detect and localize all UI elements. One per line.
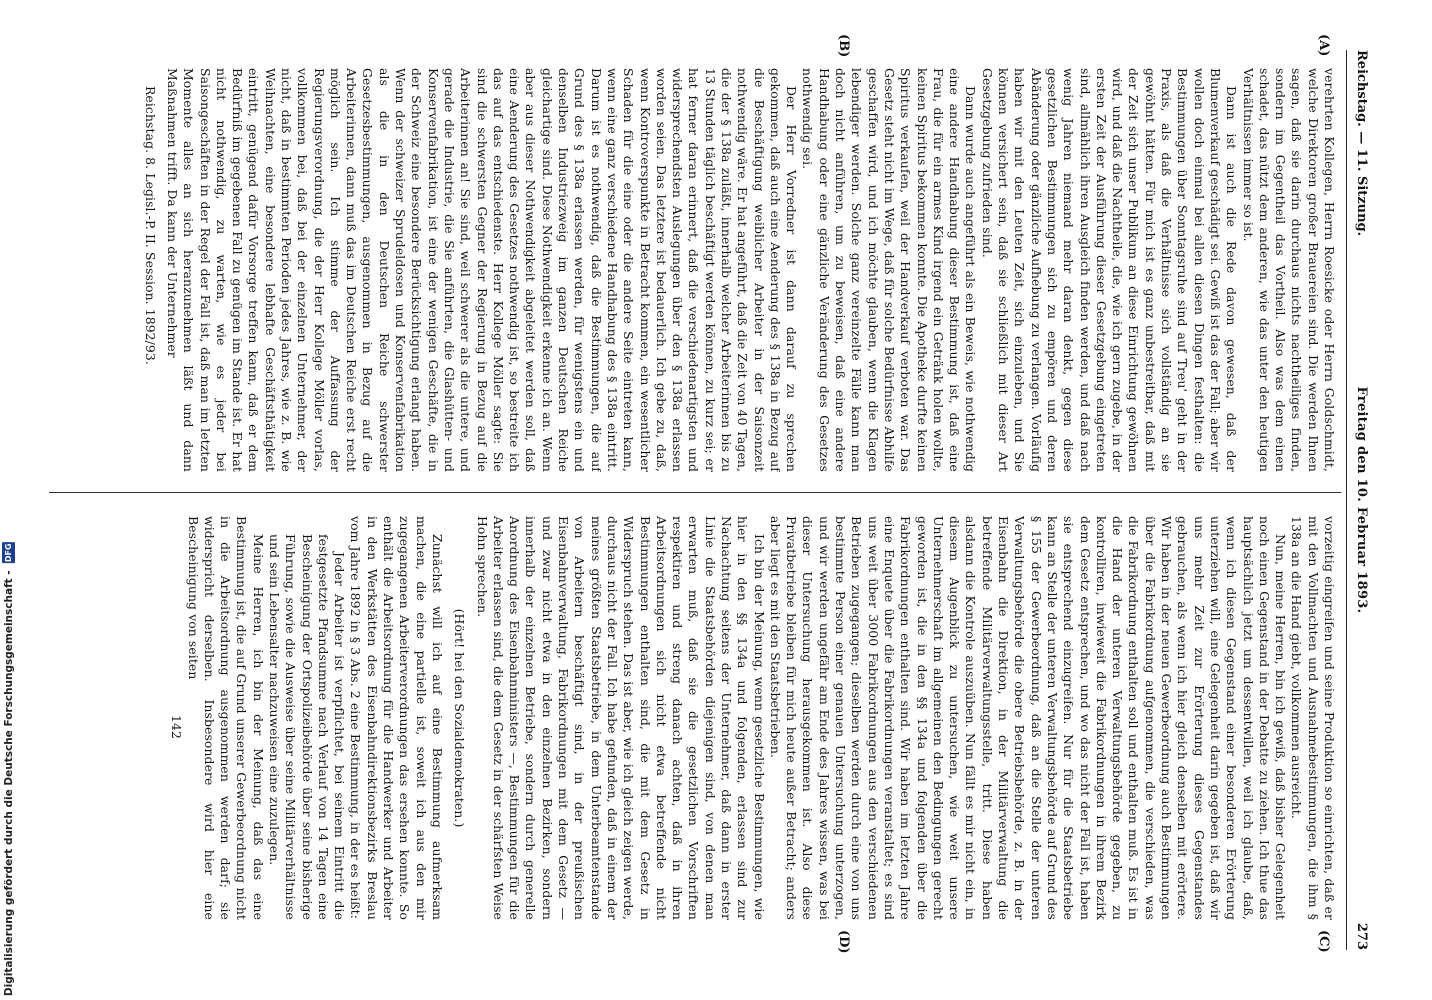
interjection: (Hört! hei den Sozialdemokraten.) xyxy=(452,608,468,828)
paragraph: Nun, meine Herren, bin ich gewiß, daß bisher Gelegenheit noch einen Gegenstand in der Debatte zu ziehen. Ich thue das hauptsächlich jetzt um dessentwillen, weil ich glaube, daß, wenn ich diesen Gegenstand einer besonderen Erörterung unterziehen will, eine Gelegenheit darin gegeben ist, daß wir uns mehr Zeit zur Erörterung dieses Gegenstandes gebrauchen, als wenn ich hier gleich denselben mit erörtere. Wir haben in der neuen Gewerbeordnung auch Bestimmungen über die Fabrikordnung aufgenommen, die verschieden, was die Fabrikordnung enthalten soll und enthalten muß. Es ist in die Hand der unteren Verwaltungsbehörde gegeben, zu kontrolliren, inwieweit die Fabrikordnungen in ihrem Bezirk dem Gesetz entsprechen, und wo das nicht der Fall ist, haben sie entsprechend einzugreifen. Nur für die Staatsbetriebe kann an Stelle der unteren Verwaltungsbehörde auf Grund des § 155 der Gewerbeordnung, daß an die Stelle der unteren Verwaltungsbehörde die obere Betriebsbehörde, z. B. in der Eisenbahn die Direktion, in der Militärverwaltung die betreffende Militärverwaltungsstelle, tritt. Diese haben alsdann die Kontrole auszuüben. Nun fällt es mir nicht ein, in diesem Augenblick zu untersuchen, wie weit unsere Unternehmerschaft im allgemeinen den Bedingungen gerecht geworden ist, die in den §§ 134a und folgenden über die Fabrikordnungen enthalten sind. Wir haben im letzten Jahre eine Enquete über die Fabrikordnungen veranstaltet; es sind uns weit über 3000 Fabrikordnungen aus den verschiedenen Betrieben zugegangen; dieselben werden durch eine von uns bestimmte Person einer genauen Untersuchung unterzogen, und wir werden ungefähr am Ende des Jahres wissen, was bei dieser Untersuchung herausgekommen ist. Also diese Privatbetriebe bleiben für mich heute außer Betracht; anders aber liegt es mit den Staatsbetrieben. xyxy=(767,516,1289,920)
header-left: Reichstag. — 11. Sitzung. xyxy=(1354,50,1369,237)
paragraph: Ich bin der Meinung, wenn gesetzliche Bestimmungen, wie hier in den §§ 134a und folgenden, erlassen sind zur Nachachtung seitens der Unternehmer, daß dann in erster Linie die Staatsbehörden diejenigen sind, von denen man erwarten muß, daß sie die gesetzlichen Vorschriften respektiren und streng danach achten, daß in ihren Arbeitsordnungen sich nicht etwa betreffende nicht Bestimmungen enthalten sind, die mit dem Gesetz in Widerspruch stehen. Das ist aber, wie ich gleich zeigen werde, durchaus nicht der Fall. Ich habe gefunden, daß in einem der meines größten Staatsbetriebe, in dem Unterbeamtenstande von Arbeitern beschäftigt sind, in der preußischen Eisenbahnverwaltung, Fabrikordnungen mit dem Gesetz — und zwar nicht etwa in den einzelnen Bezirken, sondern innerhalb der einzelnen Betriebe, sondern durch generelle Anordnung des Eisenbahnministers —, Bestimmungen für die Arbeiter erlassen sind, die dem Gesetz in der schärfsten Weise Hohn sprechen. xyxy=(474,516,767,920)
paragraph: Meine Herren, ich bin der Meinung, daß das eine Bestimmung ist, die auf Grund unserer Gewerbeordnung nicht in die Arbeitsordnung ausgenommen werden darf; sie widerspricht derselben. Insbesondere wird hier eine Bescheinigung von seiten xyxy=(185,516,266,920)
margin-marker-b: (B) xyxy=(836,34,851,58)
header-page-number: 273 xyxy=(1354,922,1369,950)
margin-marker-c: (C) xyxy=(1316,930,1331,953)
column-divider xyxy=(49,492,1341,493)
paragraph: verehrten Kollegen, Herrn Roesicke oder Herrn Goldschmidt, welche Direktoren großer Brauereien sind. Die werden Ihnen sagen, daß sie darin durchaus nichts nachtheiliges finden, sondern im Gegentheil das Vortheil. Also was dem einen schadet, das nützt dem anderen, wie das unter den heutigen Verhältnissen immer so ist. xyxy=(1240,68,1337,472)
quoted-regulation: Jeder Arbeiter ist verpflichtet, bei seinem Eintritt die festgesetzte Pfandsumme nach Verlauf von 14 Tagen eine Bescheinigung der Ortspolizeibehörde über seine bisherige Führung, sowie die Ausweise über seine Militärverhältnisse und sein Lebensalter nachzuweisen eine zuzulegen. xyxy=(267,534,348,920)
page-signature: 142 xyxy=(169,715,185,739)
margin-marker-a: (A) xyxy=(1316,34,1331,57)
paragraph: Der Herr Vorredner ist dann darauf zu sprechen gekommen, daß auch eine Aenderung des § 138a in Bezug auf die Beschäftigung weiblicher Arbeiter in der Saisonzeit nothwendig wäre. Er hat angeführt, daß die Zeit von 40 Tagen, die der § 138a zuläßt, innerhalb welcher Arbeiterinnen bis zu 13 Stunden täglich beschäftigt werden können, zu kurz sei; er hat ferner daran erinnert, daß die verschiedenartigsten und widersprechendsten Auslegungen über den § 138a erlassen worden seien. Das letztere ist bedauerlich. Ich gebe zu, daß, wenn Kontroverspunkte in Betracht kommen, ein wesentlicher Schaden für die eine oder die andere Seite eintreten kann, wenn eine ganz verschiedene Handhabung des § 138a eintritt. Darum ist es nothwendig, daß die Bestimmungen, die auf Grund des § 138a erlassen werden, für wenigstens ein und denselben Industriezweig im ganzen Deutschen Reiche gleichartige sind. Diese Nothwendigkeit erkenne ich an. Wenn aber aus dieser Nothwendigkeit abgeleitet werden soll, daß eine Aenderung des Gesetzes nothwendig ist, so bestreite ich das auf das entschiedenste. Herr Kollege Möller sagte: Sie sind die schwersten Gegner der Regierung in Bezug auf die Arbeiterinnen an! Sie sind, weil schwerer als die untere, und gerade die Industrie, die Sie anführten, die Glashütten- und Konservenfabrikation, ist eine der wenigen Geschäfte, die in der Schweiz eine besondere Berücksichtigung erlangt haben. Wenn der schweizer Sprudeldosen und Konservenfabrikation als die in den Deutschen Reiche schwerster Gesetzesbestimmungen, ausgenommen in Bezug auf die Arbeiterinnen, dann muß das im Deutschen Reiche erst recht möglich sein. Ich stimme der Auffassung der Regierungsverordnung, die der Herr Kollege Möller vorlas, vollkommen bei, daß bei der einzelnen Unternehmer, der nicht, daß in bestimmten Perioden jedes Jahres, wie z. B. wie Weihnachten, eine besondere lebhafte Geschäftsthätigkeit eintritt, genügend dafür Vorsorge treffen kann, daß er dem Bedürfniß im gegebenen Fall zu genügen im Stande ist. Er hat nicht nothwendig, zu warten, wie es jeder bei Saisongeschäften in der Regel der Fall ist, daß man im letzten Momente alles an sich heranzunehmen läßt und dann Maßnahmen trifft. Da kann der Unternehmer xyxy=(164,68,800,472)
digitization-credit-bar xyxy=(0,0,18,1000)
footer-session-info: Reichstag. 8. Legisl.-P. II. Session. 1892/93. xyxy=(142,86,158,365)
paragraph: Zunächst will ich auf eine Bestimmung aufmerksam machen, die eine partielle ist, soweit ich aus den mir zugegangenen Arbeiterverordnungen das ersehen konnte. So enthält die Arbeitsordnung für die Handwerker und Arbeiter in den Werkstätten des Eisenbahndirektionsbezirks Breslau vom Jahre 1892 in § 3 Abs. 2 eine Bestimmung, in der es heißt: xyxy=(348,516,445,920)
paragraph: Dann ist auch die Rede davon gewesen, daß der Blumenverkauf geschädigt sei. Gewiß ist das der Fall; aber wir wollen doch einmal bei allen diesen Dingen festhalten: die Bestimmungen über Sonntagsruhe sind auf Treu' geht in der Praxis, als daß die Verhältnisse sich vollständig an sie gewöhnt hätten. Für mich ist es ganz unbestreitbar, daß mit der Zeit sich unser Publikum an diese Einrichtung gewöhnen wird, und daß die Nachtheile, die, wie ich gern zugebe, in der ersten Zeit der Ausführung dieser Gesetzgebung eingetreten sind, allmählich ihren Ausgleich finden werden, und daß nach wenig Jahren niemand mehr daran denkt, gegen diese gesetzlichen Bestimmungen sich zu empören und deren Abänderung oder gänzliche Aufhebung zu verlangen. Vorläufig haben wir mit den Leuten Zeit, sich einzuleben, und Sie können versichert sein, daß sie schließlich mit dieser Art Gesetzgebung zufrieden sind. xyxy=(979,68,1240,472)
left-column xyxy=(55,68,1337,472)
header-date: Freitag den 10. Februar 1893. xyxy=(1354,386,1369,614)
dfg-logo: DFG xyxy=(4,542,13,562)
paragraph: Dann wurde auch angeführt als ein Beweis, wie nothwendig eine andere Handhabung dieser Bestimmung ist, daß eine Frau, die für ein armes Kind irgend ein Getränk holen wollte, keinen Spiritus bekommen konnte. Die Apotheke durfte keinen Spiritus verkaufen, weil der Handverkauf verboten war. Das Gesetz steht nicht im Wege, daß für solche Bedürfnisse Abhilfe geschaffen wird, und ich möchte glauben, wenn die Klagen lebendiger werden. Solche ganz vereinzelte Fälle kann man doch nicht anführen, um zu beweisen, daß eine andere Handhabung oder eine gänzliche Veränderung des Gesetzes nothwendig sei. xyxy=(800,68,979,472)
margin-marker-d: (D) xyxy=(836,930,851,954)
digitization-credit: Digitalisierung gefördert durch die Deutsche Forschungsgemeinschaft - DFG xyxy=(3,542,15,996)
right-column xyxy=(55,516,1337,920)
paragraph: vorzeitig eingreifen und seine Produktion so einrichten, daß er mit den Vollmachten und Ausnahmebestimmungen, die ihm § 138a an die Hand giebt, vollkommen ausreicht. xyxy=(1289,516,1337,920)
page-header xyxy=(1346,50,1373,950)
document-page xyxy=(25,20,1407,980)
